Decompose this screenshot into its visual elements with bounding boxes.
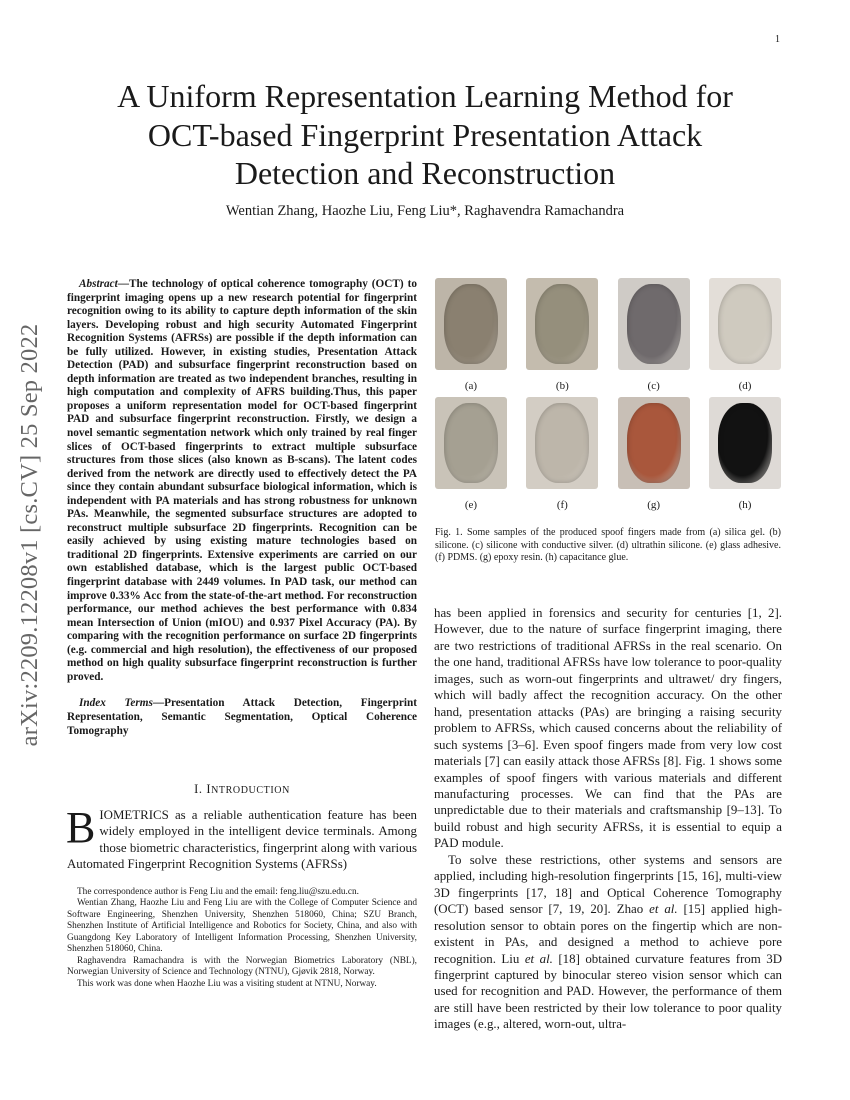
et-al: et al. [649,902,678,917]
figure-row-bottom [435,397,781,511]
footnote: This work was done when Haozhe Liu was a visiting student at NTNU, Norway. [77,978,377,989]
finger-shape [535,403,589,483]
footnote: Raghavendra Ramachandra is with the Norwegian Biometrics Laboratory (NBL), Norwegian University of Science and Technology (NTNU), Gjøvik 2818, Norway. [67,955,417,978]
figure-tile [526,278,598,392]
figure-caption: Fig. 1. Some samples of the produced spoof fingers made from (a) silica gel. (b) silicone. (c) silicone with conductive silver. (d) ultrathin silicone. (e) glass adhesive. (f) PDMS. (g) epoxy resin. (h) capacitance glue. [435,527,781,563]
left-column [67,278,417,990]
section-heading-introduction [67,782,417,797]
arxiv-identifier [8,290,52,780]
intro-text: as a reliable authentication feature has been widely employed in the intelligent device terminals. Among those biometric characteristics, fingerprint along with various Automated Fingerprint Recognition Systems (AFRSs) [67,808,417,872]
figure-label: (d) [738,380,752,392]
figure-label: (h) [738,499,752,511]
figure-tile [435,397,507,511]
abstract-text: —The technology of optical coherence tomography (OCT) to fingerprint imaging opens up a new research potential for fingerprint recognition owing to its ability to capture depth information of the skin layers. Developing robust and high security Automated Fingerprint Recognition Systems (AFRSs) are possible if the depth information can be fully utilized. However, in existing studies, Presentation Attack Detection (PAD) and subsurface fingerprint reconstruction based on depth information are treated as two independent branches, resulting in high computation and complexity of AFRS building.Thus, this paper proposes a uniform representation model for OCT-based fingerprint PAD and subsurface fingerprint reconstruction. Firstly, we design a novel semantic segmentation network which only trained by real finger slices of OCT-based fingerprints to extract multiple subsurface structures from those slices (also known as B-scans). The latent codes derived from the network are directly used to effectively detect the PA since they contain abundant subsurface biological information, which is independent with PA materials and has strong robustness for unknown PAs. Meanwhile, the segmented subsurface structures are adopted to reconstruct multiple subsurface 2D fingerprints. Recognition can be easily achieved by using existing mature technologies based on traditional 2D fingerprints. Extensive experiments are carried on our own established database, which is the largest public OCT-based fingerprint database with 2449 volumes. In PAD task, our method can improve 0.33% Acc from the state-of-the-art method. For reconstruction performance, our method achieves the best performance with 0.834 mean Intersection of Union (mIOU) and 0.937 Pixel Accuracy (PA). By comparing with the recognition performance on surface 2D fingerprints (e.g. commercial and high resolution), the effectiveness of our proposed method on high quality subsurface fingerprint reconstruction is further proved. [67,278,417,683]
index-terms-label: Index Terms [79,697,153,710]
et-al: et al. [524,951,553,966]
spoof-finger-image [435,397,507,489]
index-terms [67,697,417,738]
figure-tile [618,278,690,392]
figure-tile [435,278,507,392]
finger-shape [718,284,772,364]
abstract [67,278,417,684]
figure-1 [435,278,781,565]
body-text: [15] applied high-resolution sensor to obtain pores on the fingertip which are non-existent in PAs, and designed a method to achieve pore recognition. Liu [434,902,782,966]
title-line: OCT-based Fingerprint Presentation Attack [147,116,703,153]
right-column [434,605,782,1033]
footnotes [67,887,417,991]
body-paragraph [434,852,782,1033]
figure-tile [709,278,781,392]
body-text: [18] obtained curvature features from 3D fingerprint captured by binocular stereo vision sensor which can used for recognition and PAD. However, the performance of them are still have been restricted by their low tolerance to poor quality images (e.g., altered, worn-out, ultra- [434,951,782,1032]
figure-label: (g) [647,499,661,511]
figure-label: (f) [556,499,568,511]
figure-label: (e) [464,499,478,511]
intro-paragraph [66,803,417,873]
figure-label: (a) [464,380,478,392]
page-number: 1 [775,34,780,45]
title-line: Detection and Reconstruction [234,155,616,191]
spoof-finger-image [526,278,598,370]
figure-label: (b) [555,380,569,392]
author-list: Wentian Zhang, Haozhe Liu, Feng Liu*, Raghavendra Ramachandra [225,203,625,219]
spoof-finger-image [618,397,690,489]
intro-first-word: IOMETRICS [99,808,169,823]
index-terms-text: —Presentation Attack Detection, Fingerprint Representation, Semantic Segmentation, Optical Coherence Tomography [67,697,417,737]
section-first-letter: I [206,782,212,797]
finger-shape [627,284,681,364]
arxiv-identifier-text: arXiv:2209.12208v1 [cs.CV] 25 Sep 2022 [16,323,43,747]
spoof-finger-image [709,397,781,489]
footnote: The correspondence author is Feng Liu and the email: feng.liu@szu.edu.cn. [77,886,359,897]
body-text: To solve these restrictions, other systems and sensors are applied, including high-resolution fingerprints [15, 16], multi-view 3D fingerprints [17, 18] and Optical Coherence Tomography (OCT) based sensor [7, 19, 20]. Zhao [434,852,782,917]
paper-title [70,77,780,193]
figure-tile [618,397,690,511]
figure-tile [709,397,781,511]
finger-shape [627,403,681,483]
finger-shape [718,403,772,483]
section-numeral: I. [194,782,207,797]
body-paragraph: has been applied in forensics and security for centuries [1, 2]. However, due to the nature of surface fingerprint imaging, there are two restrictions of traditional AFRSs in the real scenario. On the one hand, traditional AFRSs have low tolerance to poor-quality images, such as worn-out fingerprints and ultrawet/ dry fingers, which will badly affect the recognition accuracy. On the other hand, presentation attacks (PAs) are bringing a raising security problem to AFRSs, which caused concerns about the reliability of such systems [3–6]. Even spoof fingers made from very low cost materials [7] can easily attack those AFRSs [8]. Fig. 1 shows some examples of spoof fingers with various materials and different manufacturing processes. We can find that the PAs are unpredictable due to their materials and craftsmanship [9–13]. To build robust and high security AFRSs, it is essential to equip a PAD module. [434,606,782,851]
footnote: Wentian Zhang, Haozhe Liu and Feng Liu are with the College of Computer Science and Software Engineering, Shenzhen University, Shenzhen 518060, China; SZU Branch, Shenzhen Institute of Artificial Intelligence and Robotics for Society, China, and also with Guangdong Key Laboratory of Intelligent Information Processing, Shenzhen University, Shenzhen 518060, China. [67,898,417,955]
section-title-rest: NTRODUCTION [211,785,290,797]
drop-cap: B [66,803,96,853]
figure-tile [526,397,598,511]
figure-label: (c) [647,380,660,392]
finger-shape [444,284,498,364]
spoof-finger-image [435,278,507,370]
spoof-finger-image [526,397,598,489]
abstract-label: Abstract [79,278,118,290]
spoof-finger-image [709,278,781,370]
figure-row-top [435,278,781,392]
finger-shape [444,403,498,483]
title-line: A Uniform Representation Learning Method for [117,78,733,114]
finger-shape [535,284,589,364]
spoof-finger-image [618,278,690,370]
